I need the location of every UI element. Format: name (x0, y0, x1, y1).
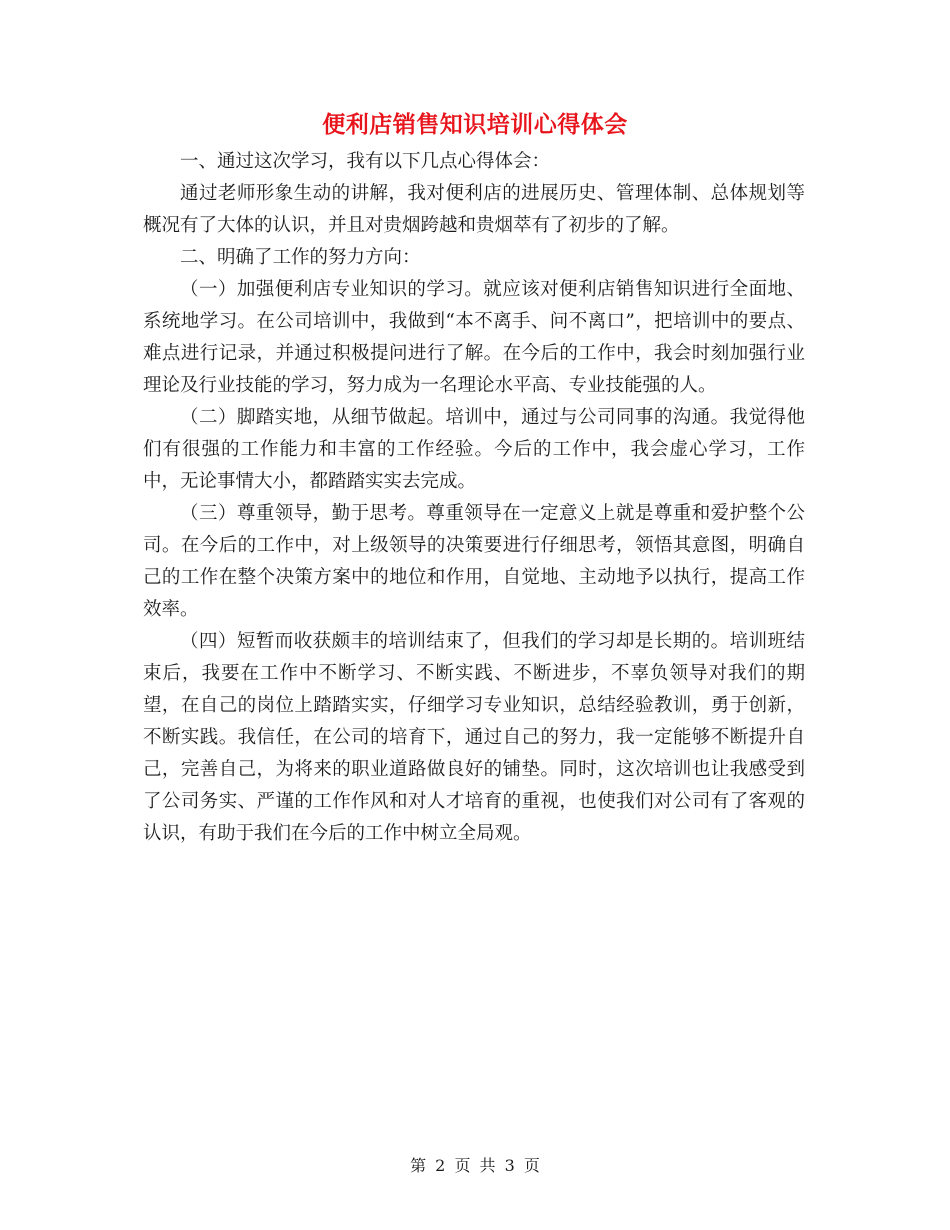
paragraph-2: 通过老师形象生动的讲解，我对便利店的进展历史、管理体制、总体规划等概况有了大体的认识，并且对贵烟跨越和贵烟萃有了初步的了解。 (143, 183, 805, 236)
document-body (143, 146, 805, 850)
page-footer: 第 2 页 共 3 页 (410, 1156, 540, 1175)
paragraph-5: （二）脚踏实地，从细节做起。培训中，通过与公司同事的沟通。我觉得他们有很强的工作能力和丰富的工作经验。今后的工作中，我会虚心学习，工作中，无论事情大小，都踏踏实实去完成。 (143, 407, 805, 492)
paragraph-7: （四）短暂而收获颇丰的培训结束了，但我们的学习却是长期的。培训班结束后，我要在工作中不断学习、不断实践、不断进步，不辜负领导对我们的期望，在自己的岗位上踏踏实实，仔细学习专业知识，总结经验教训，勇于创新，不断实践。我信任，在公司的培育下，通过自己的努力，我一定能够不断提升自己，完善自己，为将来的职业道路做良好的铺垫。同时，这次培训也让我感受到了公司务实、严谨的工作作风和对人才培育的重视，也使我们对公司有了客观的认识，有助于我们在今后的工作中树立全局观。 (143, 631, 805, 844)
paragraph-4: （一）加强便利店专业知识的学习。就应该对便利店销售知识进行全面地、系统地学习。在公司培训中，我做到“本不离手、问不离口”，把培训中的要点、难点进行记录，并通过积极提问进行了解。在今后的工作中，我会时刻加强行业理论及行业技能的学习，努力成为一名理论水平高、专业技能强的人。 (143, 279, 805, 396)
paragraph-3: 二、明确了工作的努力方向： (180, 247, 421, 268)
paragraph-1: 一、通过这次学习，我有以下几点心得体会： (180, 151, 551, 172)
document-title: 便利店销售知识培训心得体会 (322, 111, 628, 138)
paragraph-6: （三）尊重领导，勤于思考。尊重领导在一定意义上就是尊重和爱护整个公司。在今后的工作中，对上级领导的决策要进行仔细思考，领悟其意图，明确自己的工作在整个决策方案中的地位和作用，自觉地、主动地予以执行，提高工作效率。 (143, 503, 805, 620)
